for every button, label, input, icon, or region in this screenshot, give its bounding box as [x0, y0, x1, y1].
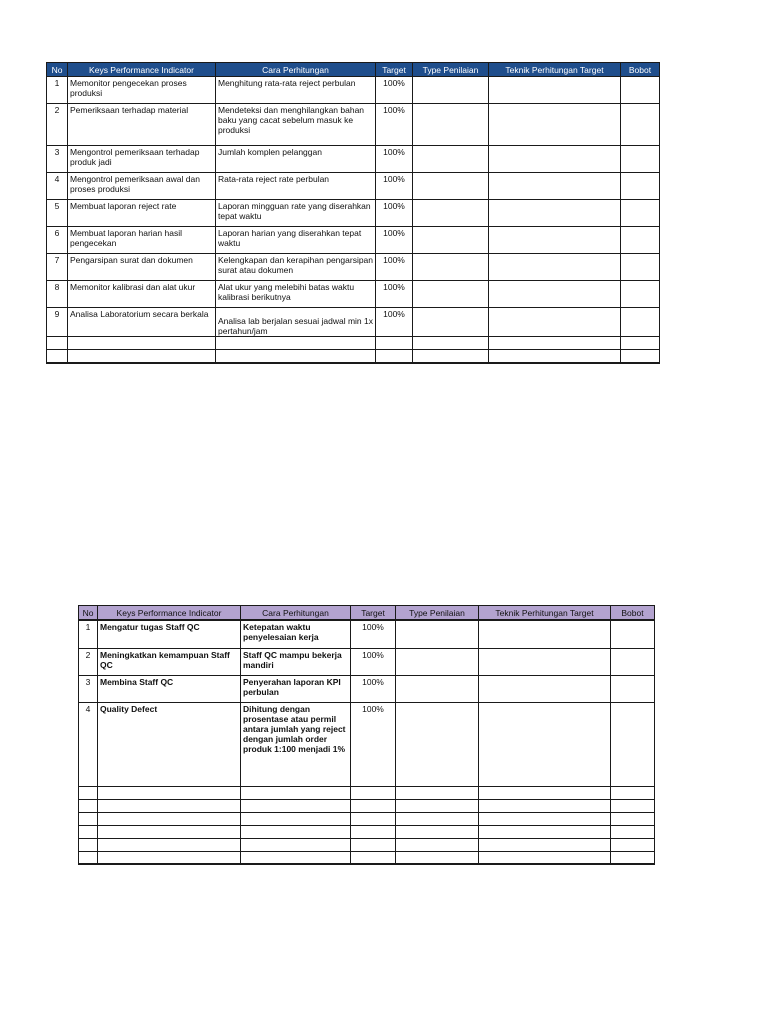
cell-teknik: [479, 675, 611, 702]
header-kpi: Keys Performance Indicator: [68, 63, 216, 77]
cell-type: [413, 146, 489, 173]
cell-target: 100%: [376, 104, 413, 146]
cell-target: 100%: [376, 281, 413, 308]
cell-kpi: Pengarsipan surat dan dokumen: [68, 254, 216, 281]
kpi-table-staff: [46, 62, 660, 364]
cell-target: 100%: [376, 173, 413, 200]
cell-kpi: Memonitor pengecekan proses produksi: [68, 77, 216, 104]
cell-no: 1: [47, 77, 68, 104]
cell-kpi: Mengatur tugas Staff QC: [98, 620, 241, 648]
table-row: [47, 146, 660, 173]
table-row: [79, 620, 655, 648]
cell-target: 100%: [351, 702, 396, 786]
cell-teknik: [489, 77, 621, 104]
table-row-empty: [47, 337, 660, 350]
cell-kpi: Mengontrol pemeriksaan terhadap produk jadi: [68, 146, 216, 173]
cell-bobot: [611, 620, 655, 648]
cell-target: 100%: [376, 146, 413, 173]
header-bobot: Bobot: [611, 606, 655, 621]
cell-no: 2: [47, 104, 68, 146]
cell-target: 100%: [376, 200, 413, 227]
table-row: [47, 308, 660, 337]
kpi-table-supervisor: [78, 605, 655, 865]
header-target: Target: [351, 606, 396, 621]
cell-teknik: [489, 104, 621, 146]
cell-teknik: [489, 254, 621, 281]
header-cara-perhitungan: Cara Perhitungan: [216, 63, 376, 77]
cell-cara: Laporan mingguan rate yang diserahkan tepat waktu: [216, 200, 376, 227]
header-target: Target: [376, 63, 413, 77]
cell-bobot: [621, 200, 660, 227]
cell-teknik: [479, 648, 611, 675]
cell-kpi: Membuat laporan harian hasil pengecekan: [68, 227, 216, 254]
header-no: No: [79, 606, 98, 621]
table-header-row: [47, 63, 660, 77]
cell-bobot: [621, 308, 660, 337]
cell-bobot: [621, 281, 660, 308]
cell-bobot: [621, 173, 660, 200]
header-bobot: Bobot: [621, 63, 660, 77]
cell-bobot: [621, 254, 660, 281]
cell-no: 9: [47, 308, 68, 337]
table-row-empty: [79, 812, 655, 825]
table-row: [79, 702, 655, 786]
cell-target: 100%: [351, 648, 396, 675]
cell-target: 100%: [376, 227, 413, 254]
cell-no: 4: [47, 173, 68, 200]
table-row: [79, 648, 655, 675]
cell-cara: Penyerahan laporan KPI perbulan: [241, 675, 351, 702]
table-header-row: [79, 606, 655, 621]
cell-type: [413, 104, 489, 146]
cell-bobot: [621, 104, 660, 146]
cell-target: 100%: [376, 308, 413, 337]
table-row: [79, 675, 655, 702]
cell-bobot: [611, 702, 655, 786]
cell-kpi: Meningkatkan kemampuan Staff QC: [98, 648, 241, 675]
cell-bobot: [621, 77, 660, 104]
cell-teknik: [489, 200, 621, 227]
table-row: [47, 254, 660, 281]
cell-type: [413, 173, 489, 200]
table-row: [47, 104, 660, 146]
header-type-penilaian: Type Penilaian: [396, 606, 479, 621]
header-type-penilaian: Type Penilaian: [413, 63, 489, 77]
cell-kpi: Memonitor kalibrasi dan alat ukur: [68, 281, 216, 308]
cell-teknik: [479, 702, 611, 786]
cell-kpi: Pemeriksaan terhadap material: [68, 104, 216, 146]
cell-bobot: [621, 146, 660, 173]
cell-cara: Alat ukur yang melebihi batas waktu kalibrasi berikutnya: [216, 281, 376, 308]
cell-kpi: Analisa Laboratorium secara berkala: [68, 308, 216, 337]
cell-bobot: [611, 648, 655, 675]
table-row: [47, 200, 660, 227]
cell-no: 5: [47, 200, 68, 227]
table-row: [47, 77, 660, 104]
cell-teknik: [489, 227, 621, 254]
cell-no: 2: [79, 648, 98, 675]
cell-kpi: Quality Defect: [98, 702, 241, 786]
header-teknik-perhitungan: Teknik Perhitungan Target: [479, 606, 611, 621]
cell-type: [413, 254, 489, 281]
table-row-empty: [79, 786, 655, 799]
table-row-empty: [79, 851, 655, 864]
cell-teknik: [489, 146, 621, 173]
cell-no: 3: [79, 675, 98, 702]
header-teknik-perhitungan: Teknik Perhitungan Target: [489, 63, 621, 77]
table-row-empty: [79, 838, 655, 851]
cell-teknik: [489, 173, 621, 200]
cell-teknik: [489, 281, 621, 308]
cell-cara: Dihitung dengan prosentase atau permil antara jumlah yang reject dengan jumlah order produk 1:100 menjadi 1%: [241, 702, 351, 786]
header-no: No: [47, 63, 68, 77]
cell-teknik: [489, 308, 621, 337]
cell-no: 3: [47, 146, 68, 173]
table-row-empty: [47, 350, 660, 363]
cell-kpi: Mengontrol pemeriksaan awal dan proses produksi: [68, 173, 216, 200]
cell-no: 1: [79, 620, 98, 648]
cell-cara: Jumlah komplen pelanggan: [216, 146, 376, 173]
cell-cara: Ketepatan waktu penyelesaian kerja: [241, 620, 351, 648]
cell-target: 100%: [376, 254, 413, 281]
table-row: [47, 227, 660, 254]
cell-kpi: Membuat laporan reject rate: [68, 200, 216, 227]
cell-no: 7: [47, 254, 68, 281]
cell-type: [413, 308, 489, 337]
table-row: [47, 281, 660, 308]
header-kpi: Keys Performance Indicator: [98, 606, 241, 621]
cell-cara: Kelengkapan dan kerapihan pengarsipan surat atau dokumen: [216, 254, 376, 281]
cell-teknik: [479, 620, 611, 648]
cell-no: 8: [47, 281, 68, 308]
cell-cara: Menghitung rata-rata reject perbulan: [216, 77, 376, 104]
header-cara-perhitungan: Cara Perhitungan: [241, 606, 351, 621]
cell-target: 100%: [351, 620, 396, 648]
cell-type: [413, 200, 489, 227]
cell-cara: Staff QC mampu bekerja mandiri: [241, 648, 351, 675]
cell-cara: Rata-rata reject rate perbulan: [216, 173, 376, 200]
cell-cara: Mendeteksi dan menghilangkan bahan baku yang cacat sebelum masuk ke produksi: [216, 104, 376, 146]
cell-type: [396, 702, 479, 786]
cell-cara: Analisa lab berjalan sesuai jadwal min 1x pertahun/jam: [216, 308, 376, 337]
cell-no: 4: [79, 702, 98, 786]
cell-target: 100%: [376, 77, 413, 104]
table-row-empty: [79, 799, 655, 812]
cell-kpi: Membina Staff QC: [98, 675, 241, 702]
cell-type: [413, 77, 489, 104]
cell-type: [396, 675, 479, 702]
cell-cara: Laporan harian yang diserahkan tepat waktu: [216, 227, 376, 254]
cell-bobot: [621, 227, 660, 254]
cell-no: 6: [47, 227, 68, 254]
table-row-empty: [79, 825, 655, 838]
cell-bobot: [611, 675, 655, 702]
cell-type: [413, 227, 489, 254]
cell-type: [396, 620, 479, 648]
cell-type: [413, 281, 489, 308]
cell-target: 100%: [351, 675, 396, 702]
cell-type: [396, 648, 479, 675]
table-row: [47, 173, 660, 200]
